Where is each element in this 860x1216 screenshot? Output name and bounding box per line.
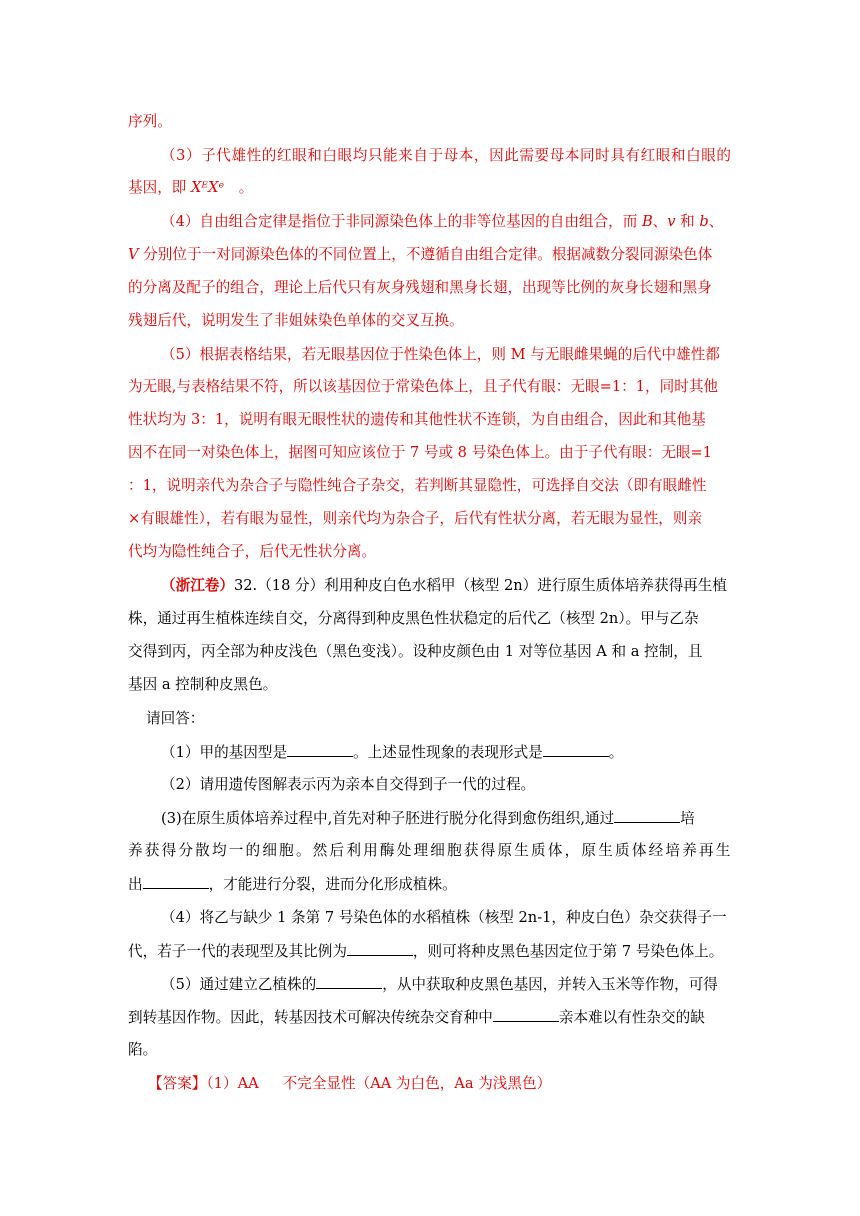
question-4-line2: 代，若子一代的表现型及其比例为 ，则可将种皮黑色基因定位于第 7 号染色体上。 [128, 943, 724, 960]
question-5-line3: 陷。 [128, 1041, 158, 1058]
explanation-p5-line4: 因不在同一对染色体上，据图可知应该位于 7 号或 8 号染色体上。由于子代有眼：无眼=1 [128, 444, 713, 461]
question-5-line2: 到转基因作物。因此，转基因技术可解决传统杂交育种中 亲本难以有性杂交的缺 [128, 1009, 705, 1026]
answer-line [148, 1074, 551, 1094]
explanation-p5-line2: 为无眼,与表格结果不符，所以该基因位于常染色体上，且子代有眼：无眼=1：1，同时其他 [128, 378, 719, 395]
explanation-p5-line7: 代均为隐性纯合子，后代无性状分离。 [128, 543, 377, 560]
explanation-p5-line6: ×有眼雄性），若有眼为显性，则亲代均为杂合子，后代有性状分离，若无眼为显性，则亲 [128, 510, 703, 527]
explanation-p4-line1: （4）自由组合定律是指位于非同源染色体上的非等位基因的自由组合，而 B、v 和 b、 [161, 213, 724, 230]
explanation-p4-line3: 的分离及配子的组合，理论上后代只有灰身残翅和黑身长翅，出现等比例的灰身长翅和黑身 [128, 279, 712, 296]
question-intro-line1: （浙江卷）32.（18 分）利用种皮白色水稻甲（核型 2n）进行原生质体培养获得再生植 [161, 577, 727, 594]
answer-blank [143, 874, 209, 889]
question-intro-line4: 基因 a 控制种皮黑色。 [128, 676, 278, 693]
answer-blank [316, 974, 382, 989]
question-3-line3: 出 ，才能进行分裂，进而分化形成植株。 [128, 876, 457, 893]
explanation-p5-line5: ：1，说明亲代为杂合子与隐性纯合子杂交，若判断其显隐性，可选择自交法（即有眼雌性 [128, 477, 707, 494]
answer-blank [347, 941, 413, 956]
answer-label: 【答案】 [148, 1075, 207, 1092]
answer-blank [287, 742, 353, 757]
answer-blank [614, 808, 680, 823]
question-1: （1）甲的基因型是 。上述显性现象的表现形式是 。 [161, 744, 624, 761]
question-3-line2: 养获得分散均一的细胞。然后利用酶处理细胞获得原生质体，原生质体经培养再生 [128, 842, 733, 859]
question-3-line1: (3)在原生质体培养过程中,首先对种子胚进行脱分化得到愈伤组织,通过 培 [161, 810, 695, 827]
explanation-p4-line4: 残翅后代，说明发生了非姐妹染色单体的交叉互换。 [128, 312, 464, 329]
question-prompt: 请回答： [146, 710, 205, 727]
genotype-x-chromosome: XᴱXᵉ [191, 179, 225, 196]
explanation-p1-tail: 序列。 [128, 113, 172, 130]
question-4-line1: （4）将乙与缺少 1 条第 7 号染色体的水稻植株（核型 2n-1，种皮白色）杂交获得子一 [161, 909, 727, 926]
answer-part2: 不完全显性（AA 为白色，Aa 为浅黑色） [282, 1075, 552, 1092]
question-intro-line2: 株，通过再生植株连续自交，分离得到种皮黑色性状稳定的后代乙（核型 2n）。甲与乙杂 [128, 610, 699, 627]
explanation-p5-line1: （5）根据表格结果，若无眼基因位于性染色体上，则 M 与无眼雌果蝇的后代中雄性都 [161, 346, 720, 363]
answer-blank [493, 1007, 559, 1022]
explanation-p4-line2: V 分别位于一对同源染色体的不同位置上，不遵循自由组合定律。根据减数分裂同源染色体 [128, 246, 713, 263]
question-5-line1: （5）通过建立乙植株的 ，从中获取种皮黑色基因，并转入玉米等作物，可得 [161, 976, 718, 993]
question-intro-line3: 交得到丙，丙全部为种皮浅色（黑色变浅）。设种皮颜色由 1 对等位基因 A 和 a 控制，且 [128, 643, 703, 660]
explanation-p3-line1: （3）子代雄性的红眼和白眼均只能来自于母本，因此需要母本同时具有红眼和白眼的 [161, 147, 731, 164]
explanation-p5-line3: 性状均为 3：1，说明有眼无眼性状的遗传和其他性状不连锁，为自由组合，因此和其他基 [128, 411, 706, 428]
question-2: （2）请用遗传图解表示丙为亲本自交得到子一代的过程。 [161, 776, 536, 793]
source-label: （浙江卷） [161, 577, 234, 594]
answer-part1: （1）AA [206, 1075, 259, 1092]
answer-blank [543, 742, 609, 757]
explanation-p3-line2: 基因，即 XᴱXᵉ 。 [128, 179, 254, 196]
